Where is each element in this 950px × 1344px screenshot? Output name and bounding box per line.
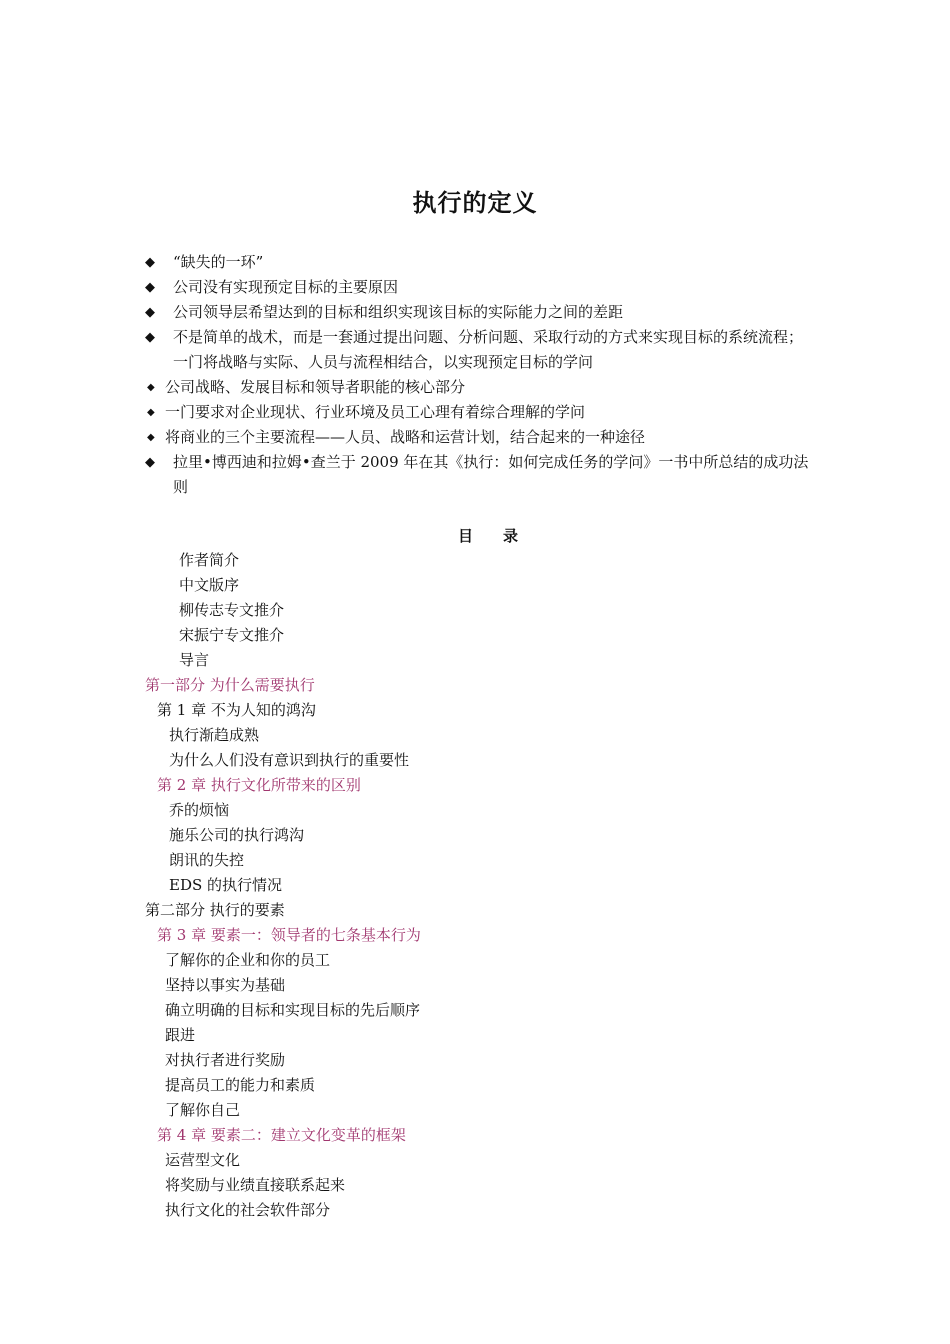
- toc-section[interactable]: 朗讯的失控: [169, 851, 245, 869]
- toc-part-title[interactable]: 第一部分 为什么需要执行: [145, 676, 315, 694]
- diamond-bullet-icon: ◆: [145, 280, 155, 295]
- toc-section[interactable]: 乔的烦恼: [169, 801, 230, 819]
- toc-section[interactable]: 执行文化的社会软件部分: [165, 1201, 331, 1219]
- list-item: [145, 400, 815, 425]
- toc-section[interactable]: 确立明确的目标和实现目标的先后顺序: [165, 1001, 421, 1019]
- toc-section[interactable]: 运营型文化: [165, 1151, 241, 1169]
- toc-section[interactable]: 提高员工的能力和素质: [165, 1076, 316, 1094]
- toc-chapter-title[interactable]: 第 4 章 要素二：建立文化变革的框架: [157, 1126, 406, 1144]
- toc-front-item[interactable]: 宋振宁专文推介: [179, 626, 285, 644]
- toc-section[interactable]: 坚持以事实为基础: [165, 976, 286, 994]
- toc-front-item[interactable]: 导言: [179, 651, 210, 669]
- list-item: [145, 375, 815, 400]
- toc-part-title[interactable]: 第二部分 执行的要素: [145, 901, 285, 919]
- toc-front-item[interactable]: 作者简介: [179, 551, 240, 569]
- list-item: [145, 325, 815, 375]
- list-item-text: 一门要求对企业现状、行业环境及员工心理有着综合理解的学问: [165, 403, 586, 421]
- diamond-bullet-icon: ◆: [147, 382, 155, 393]
- list-item: [145, 450, 815, 500]
- diamond-bullet-icon: ◆: [145, 255, 155, 270]
- diamond-bullet-icon: ◆: [147, 432, 155, 443]
- list-item: [145, 275, 815, 300]
- toc-section[interactable]: 将奖励与业绩直接联系起来: [165, 1176, 346, 1194]
- toc-section[interactable]: 了解你的企业和你的员工: [165, 951, 331, 969]
- diamond-bullet-icon: ◆: [145, 455, 155, 470]
- list-item: [145, 250, 815, 275]
- toc-chapter-title[interactable]: 第 1 章 不为人知的鸿沟: [157, 701, 316, 719]
- toc-section[interactable]: 了解你自己: [165, 1101, 241, 1119]
- toc-section[interactable]: 跟进: [165, 1026, 196, 1044]
- list-item-text: 公司战略、发展目标和领导者职能的核心部分: [165, 378, 466, 396]
- toc-section[interactable]: 对执行者进行奖励: [165, 1051, 286, 1069]
- toc-chapter-title[interactable]: 第 2 章 执行文化所带来的区别: [157, 776, 361, 794]
- list-item-text: 公司领导层希望达到的目标和组织实现该目标的实际能力之间的差距: [173, 303, 624, 321]
- table-of-contents: [145, 548, 745, 1223]
- list-item-text: 将商业的三个主要流程——人员、战略和运营计划，结合起来的一种途径: [165, 428, 646, 446]
- list-item: [145, 425, 815, 450]
- diamond-bullet-icon: ◆: [147, 407, 155, 418]
- toc-section[interactable]: 施乐公司的执行鸿沟: [169, 826, 305, 844]
- toc-heading: 目 录: [458, 527, 519, 545]
- list-item-text: 拉里•博西迪和拉姆•查兰于 2009 年在其《执行：如何完成任务的学问》一书中所总结的成功法则: [173, 453, 809, 496]
- toc-section[interactable]: 为什么人们没有意识到执行的重要性: [169, 751, 410, 769]
- page-title: 执行的定义: [412, 188, 538, 217]
- toc-chapter-title[interactable]: 第 3 章 要素一：领导者的七条基本行为: [157, 926, 421, 944]
- list-item-text: 公司没有实现预定目标的主要原因: [173, 278, 399, 296]
- list-item-text: 不是简单的战术，而是一套通过提出问题、分析问题、采取行动的方式来实现目标的系统流程；一门将战略与实际、人员与流程相结合，以实现预定目标的学问: [173, 328, 804, 371]
- toc-section[interactable]: EDS 的执行情况: [169, 876, 283, 894]
- list-item-text: “缺失的一环”: [173, 253, 264, 271]
- diamond-bullet-icon: ◆: [145, 305, 155, 320]
- list-item: [145, 300, 815, 325]
- toc-section[interactable]: 执行渐趋成熟: [169, 726, 260, 744]
- diamond-bullet-icon: ◆: [145, 330, 155, 345]
- toc-front-item[interactable]: 柳传志专文推介: [179, 601, 285, 619]
- definition-list: [145, 250, 815, 500]
- toc-front-item[interactable]: 中文版序: [179, 576, 240, 594]
